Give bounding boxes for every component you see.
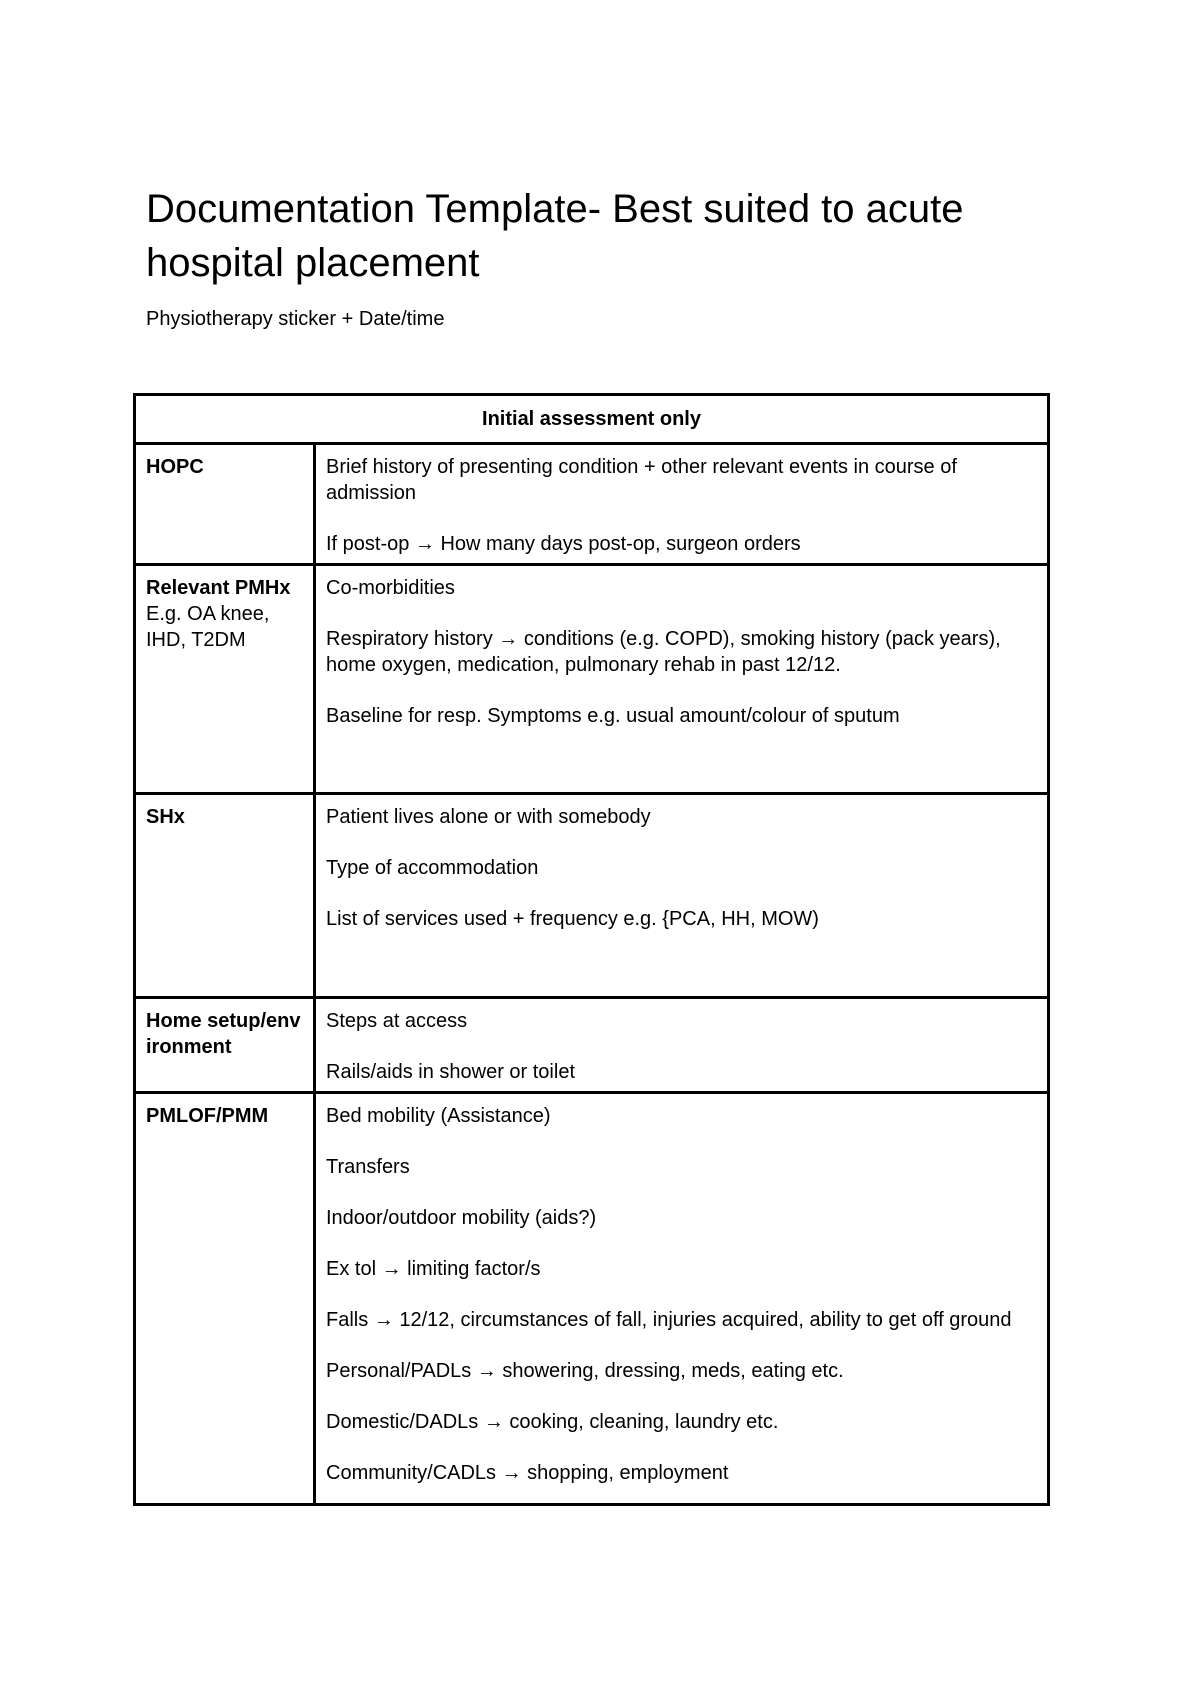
row-content-cell — [315, 998, 1049, 1093]
assessment-table — [133, 393, 1050, 1506]
content-line: Falls → 12/12, circumstances of fall, injuries acquired, ability to get off ground — [326, 1309, 1012, 1331]
content-line: Indoor/outdoor mobility (aids?) — [326, 1207, 597, 1229]
row-content-cell — [315, 1093, 1049, 1505]
row-content-cell — [315, 444, 1049, 565]
row-content-cell — [315, 794, 1049, 998]
row-label: Home setup/environment — [146, 1010, 301, 1058]
row-sublabel: E.g. OA knee, IHD, T2DM — [146, 603, 270, 651]
content-line: List of services used + frequency e.g. {PCA, HH, MOW) — [326, 908, 819, 930]
row-content-cell — [315, 565, 1049, 794]
page-title: Documentation Template- Best suited to acute hospital placement — [146, 187, 964, 285]
content-line: Co-morbidities — [326, 577, 455, 599]
row-label-cell — [135, 444, 315, 565]
content-line: Transfers — [326, 1156, 410, 1178]
table-row-shx — [135, 794, 1049, 998]
content-line: Ex tol → limiting factor/s — [326, 1258, 541, 1280]
row-label-cell — [135, 565, 315, 794]
content-line: Rails/aids in shower or toilet — [326, 1061, 575, 1083]
row-label-cell — [135, 794, 315, 998]
row-label: HOPC — [146, 456, 204, 478]
table-row-home — [135, 998, 1049, 1093]
content-line: Community/CADLs → shopping, employment — [326, 1462, 729, 1484]
row-label: SHx — [146, 806, 185, 828]
content-line: Patient lives alone or with somebody — [326, 806, 651, 828]
table-header: Initial assessment only — [135, 395, 1049, 444]
table-row-pmlof — [135, 1093, 1049, 1505]
content-line: Type of accommodation — [326, 857, 539, 879]
content-line: Personal/PADLs → showering, dressing, meds, eating etc. — [326, 1360, 844, 1382]
row-label-cell — [135, 998, 315, 1093]
content-line: Steps at access — [326, 1010, 468, 1032]
row-label: PMLOF/PMM — [146, 1105, 269, 1127]
row-label-cell — [135, 1093, 315, 1505]
content-line: Baseline for resp. Symptoms e.g. usual amount/colour of sputum — [326, 705, 900, 727]
content-line: Domestic/DADLs → cooking, cleaning, laundry etc. — [326, 1411, 779, 1433]
content-line: Brief history of presenting condition + other relevant events in course of admission — [326, 456, 957, 504]
page-subtitle: Physiotherapy sticker + Date/time — [146, 308, 445, 330]
row-label: Relevant PMHx — [146, 577, 291, 599]
table-row-pmhx — [135, 565, 1049, 794]
content-line: Respiratory history → conditions (e.g. COPD), smoking history (pack years), home oxygen, medication, pulmonary rehab in past 12/12. — [326, 628, 1001, 676]
content-line: If post-op → How many days post-op, surgeon orders — [326, 533, 801, 555]
content-line: Bed mobility (Assistance) — [326, 1105, 551, 1127]
table-row-hopc — [135, 444, 1049, 565]
